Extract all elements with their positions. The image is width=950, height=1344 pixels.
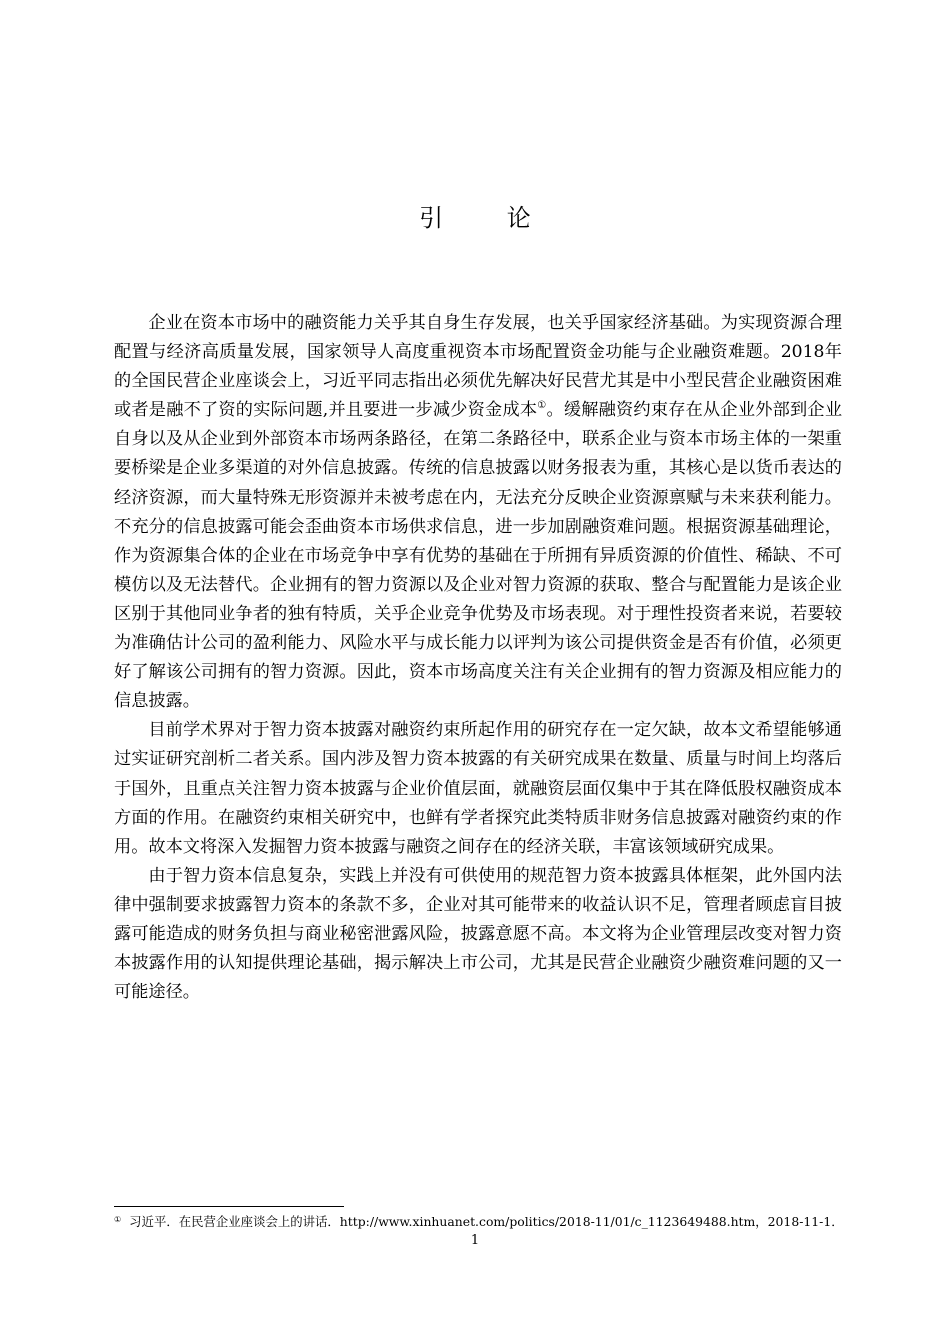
paragraph-3: 由于智力资本信息复杂，实践上并没有可供使用的规范智力资本披露具体框架，此外国内法律中强制要求披露智力资本的条款不多，企业对其可能带来的收益认识不足，管理者顾虑盲目披露可能造成的财务负担与商业秘密泄露风险，披露意愿不高。本文将为企业管理层改变对智力资本披露作用的认知提供理论基础，揭示解决上市公司，尤其是民营企业融资少融资难问题的又一可能途径。 <box>114 865 842 1003</box>
footnote-reference[interactable]: ① <box>537 400 547 412</box>
footnote-marker: ① <box>114 1215 122 1224</box>
page-number: 1 <box>470 1233 480 1248</box>
paragraph-1 <box>114 309 842 716</box>
footnote <box>114 1213 864 1231</box>
chapter-title: 引 论 <box>419 204 559 232</box>
footnote-divider <box>114 1206 344 1207</box>
body-text <box>114 309 842 1007</box>
footnote-text: 习近平．在民营企业座谈会上的讲话．http://www.xinhuanet.com/politics/2018-11/01/c_1123649488.htm，2018-11-1． <box>129 1214 844 1229</box>
paragraph-1-text: 企业在资本市场中的融资能力关乎其自身生存发展，也关乎国家经济基础。为实现资源合理配置与经济高质量发展，国家领导人高度重视资本市场配置资金功能与企业融资难题。2018年的全国民营企业座谈会上，习近平同志指出必须优先解决好民营尤其是中小型民营企业融资困难或者是融不了资的实际问题,并且要进一步减少资金成本 <box>114 313 842 421</box>
paragraph-1-continuation: 。缓解融资约束存在从企业外部到企业自身以及从企业到外部资本市场两条路径，在第二条路径中，联系企业与资本市场主体的一架重要桥梁是企业多渠道的对外信息披露。传统的信息披露以财务报表为重，其核心是以货币表达的经济资源，而大量特殊无形资源并未被考虑在内，无法充分反映企业资源禀赋与未来获利能力。不充分的信息披露可能会歪曲资本市场供求信息，进一步加剧融资难问题。根据资源基础理论，作为资源集合体的企业在市场竞争中享有优势的基础在于所拥有异质资源的价值性、稀缺、不可模仿以及无法替代。企业拥有的智力资源以及企业对智力资源的获取、整合与配置能力是该企业区别于其他同业争者的独有特质，关乎企业竞争优势及市场表现。对于理性投资者来说，若要较为准确估计公司的盈利能力、风险水平与成长能力以评判为该公司提供资金是否有价值，必须更好了解该公司拥有的智力资源。因此，资本市场高度关注有关企业拥有的智力资源及相应能力的信息披露。 <box>114 400 843 712</box>
paragraph-2: 目前学术界对于智力资本披露对融资约束所起作用的研究存在一定欠缺，故本文希望能够通过实证研究剖析二者关系。国内涉及智力资本披露的有关研究成果在数量、质量与时间上均落后于国外，且重点关注智力资本披露与企业价值层面，就融资层面仅集中于其在降低股权融资成本方面的作用。在融资约束相关研究中，也鲜有学者探究此类特质非财务信息披露对融资约束的作用。故本文将深入发掘智力资本披露与融资之间存在的经济关联，丰富该领域研究成果。 <box>114 720 842 857</box>
